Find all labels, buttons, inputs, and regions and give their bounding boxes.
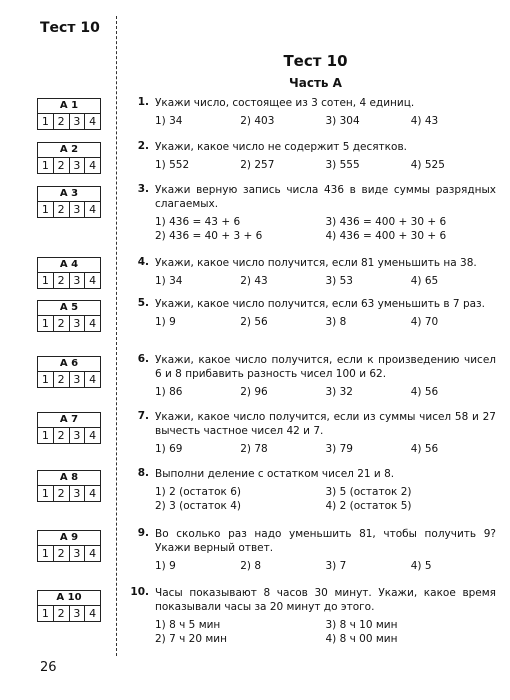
answer-cell[interactable]: 4 (89, 115, 97, 128)
answer-option: 3) 53 (325, 275, 353, 287)
answer-cell[interactable]: 4 (89, 274, 97, 287)
answer-option: 2) 7 ч 20 мин (155, 633, 227, 645)
answer-box-a1 (37, 98, 101, 130)
answer-cell[interactable]: 4 (89, 487, 97, 500)
question-number: 2. (137, 140, 149, 152)
answer-box-a10 (37, 590, 101, 622)
answer-option: 2) 8 (240, 560, 262, 572)
answer-option: 1) 9 (155, 316, 176, 328)
answer-option: 1) 2 (остаток 6) (155, 486, 241, 498)
answer-option: 1) 9 (155, 560, 176, 572)
question-number: 10. (130, 586, 149, 598)
question-text: Часы показывают 8 часов 30 минут. Укажи, какое время показывали часы за 20 минут до этого. (155, 587, 496, 613)
question-text: Укажи число, состоящее из 3 сотен, 4 единиц. (155, 97, 415, 109)
answer-option: 4) 70 (410, 316, 439, 328)
answer-cell[interactable]: 2 (54, 546, 70, 561)
answer-option: 4) 43 (410, 115, 439, 127)
question-4 (121, 256, 496, 288)
question-text: Укажи, какое число не содержит 5 десятков. (155, 141, 407, 153)
answer-cell[interactable]: 1 (38, 158, 54, 173)
answer-option: 4) 56 (410, 443, 439, 455)
test-part-title: Часть А (289, 76, 342, 90)
answer-option: 3) 304 (325, 115, 360, 127)
question-10 (121, 586, 496, 646)
answer-cell[interactable]: 1 (38, 428, 54, 443)
answer-cell[interactable]: 1 (38, 202, 54, 217)
answer-option: 3) 7 (325, 560, 347, 572)
question-number: 4. (137, 256, 149, 268)
answer-cell[interactable]: 4 (89, 607, 97, 620)
answer-box-a9 (37, 530, 101, 562)
question-3 (121, 183, 496, 243)
question-9 (121, 527, 496, 573)
answer-cell[interactable]: 4 (89, 547, 97, 560)
answer-cell[interactable]: 1 (38, 114, 54, 129)
answer-cell[interactable]: 2 (54, 273, 70, 288)
page-number: 26 (40, 660, 57, 675)
answer-cell[interactable]: 3 (70, 372, 86, 387)
answer-cell[interactable]: 4 (89, 317, 97, 330)
answer-cell[interactable]: 4 (89, 203, 97, 216)
answer-option: 1) 436 = 43 + 6 (155, 216, 241, 228)
answer-option: 2) 43 (240, 275, 268, 287)
question-6 (121, 353, 496, 399)
answer-box-label: А 1 (38, 99, 100, 114)
answer-cell[interactable]: 3 (70, 114, 86, 129)
answer-option: 4) 56 (410, 386, 439, 398)
question-text: Укажи, какое число получится, если 81 уменьшить на 38. (155, 257, 477, 269)
answer-option: 1) 86 (155, 386, 183, 398)
answer-option: 4) 8 ч 00 мин (325, 633, 398, 645)
answer-option: 2) 403 (240, 115, 275, 127)
answer-option: 1) 69 (155, 443, 183, 455)
answer-box-a3 (37, 186, 101, 218)
running-header: Тест 10 (40, 20, 100, 36)
answer-option: 2) 96 (240, 386, 268, 398)
answer-cell[interactable]: 3 (70, 428, 86, 443)
question-7 (121, 410, 496, 456)
answer-option: 1) 552 (155, 159, 190, 171)
answer-cell[interactable]: 3 (70, 202, 86, 217)
answer-cell[interactable]: 3 (70, 486, 86, 501)
answer-option: 4) 525 (410, 159, 445, 171)
answer-option: 4) 65 (410, 275, 439, 287)
answer-option: 4) 2 (остаток 5) (325, 500, 412, 512)
question-text: Укажи, какое число получится, если 63 уменьшить в 7 раз. (155, 298, 485, 310)
answer-option: 4) 436 = 400 + 30 + 6 (325, 230, 447, 242)
question-number: 5. (137, 297, 149, 309)
answer-cell[interactable]: 1 (38, 273, 54, 288)
answer-option: 3) 8 ч 10 мин (325, 619, 398, 631)
answer-option: 3) 436 = 400 + 30 + 6 (325, 216, 447, 228)
answer-cell[interactable]: 2 (54, 486, 70, 501)
answer-cell[interactable]: 1 (38, 372, 54, 387)
answer-box-a8 (37, 470, 101, 502)
answer-cell[interactable]: 4 (89, 429, 97, 442)
question-number: 3. (137, 183, 149, 195)
answer-box-a7 (37, 412, 101, 444)
question-text: Укажи, какое число получится, если из суммы чисел 58 и 27 вычесть частное чисел 42 и 7. (155, 411, 496, 437)
answer-cell[interactable]: 3 (70, 273, 86, 288)
question-text: Укажи, какое число получится, если к произведению чисел 6 и 8 прибавить разность чисел 100 и 62. (155, 354, 496, 380)
answer-box-label: А 4 (38, 258, 100, 273)
question-number: 1. (137, 96, 149, 108)
answer-cell[interactable]: 1 (38, 546, 54, 561)
answer-cell[interactable]: 3 (70, 158, 86, 173)
answer-cell[interactable]: 1 (38, 316, 54, 331)
answer-cell[interactable]: 2 (54, 202, 70, 217)
answer-option: 3) 79 (325, 443, 353, 455)
answer-option: 1) 34 (155, 275, 183, 287)
answer-option: 1) 8 ч 5 мин (155, 619, 221, 631)
answer-cell[interactable]: 2 (54, 428, 70, 443)
dashed-divider (116, 16, 117, 656)
answer-option: 3) 5 (остаток 2) (325, 486, 412, 498)
answer-box-a6 (37, 356, 101, 388)
answer-option: 1) 34 (155, 115, 183, 127)
test-title: Тест 10 (283, 52, 348, 70)
answer-box-label: А 8 (38, 471, 100, 486)
answer-cell[interactable]: 3 (70, 316, 86, 331)
answer-box-a2 (37, 142, 101, 174)
question-number: 7. (137, 410, 149, 422)
answer-option: 2) 78 (240, 443, 268, 455)
answer-option: 3) 32 (325, 386, 353, 398)
question-number: 6. (137, 353, 149, 365)
answer-box-label: А 2 (38, 143, 100, 158)
answer-box-label: А 9 (38, 531, 100, 546)
answer-cell[interactable]: 2 (54, 372, 70, 387)
answer-option: 3) 555 (325, 159, 360, 171)
answer-option: 4) 5 (410, 560, 432, 572)
question-number: 9. (137, 527, 149, 539)
answer-option: 2) 3 (остаток 4) (155, 500, 241, 512)
answer-option: 3) 8 (325, 316, 347, 328)
answer-box-a5 (37, 300, 101, 332)
answer-box-label: А 10 (38, 591, 100, 606)
answer-box-label: А 3 (38, 187, 100, 202)
question-5 (121, 297, 496, 329)
answer-cell[interactable]: 2 (54, 606, 70, 621)
answer-box-a4 (37, 257, 101, 289)
answer-cell[interactable]: 2 (54, 316, 70, 331)
answer-box-label: А 5 (38, 301, 100, 316)
answer-option: 2) 56 (240, 316, 268, 328)
answer-cell[interactable]: 1 (38, 486, 54, 501)
answer-cell[interactable]: 3 (70, 606, 86, 621)
question-number: 8. (137, 467, 149, 479)
question-text: Укажи верную запись числа 436 в виде суммы разрядных слагаемых. (155, 184, 496, 210)
answer-option: 2) 257 (240, 159, 275, 171)
answer-cell[interactable]: 4 (89, 159, 97, 172)
answer-box-label: А 6 (38, 357, 100, 372)
question-8 (121, 467, 496, 513)
question-text: Во сколько раз надо уменьшить 81, чтобы получить 9? Укажи верный ответ. (155, 528, 496, 554)
answer-cell[interactable]: 2 (54, 114, 70, 129)
question-1 (121, 96, 496, 128)
question-text: Выполни деление с остатком чисел 21 и 8. (155, 468, 395, 480)
answer-cell[interactable]: 2 (54, 158, 70, 173)
answer-option: 2) 436 = 40 + 3 + 6 (155, 230, 263, 242)
answer-box-label: А 7 (38, 413, 100, 428)
answer-cell[interactable]: 3 (70, 546, 86, 561)
answer-cell[interactable]: 1 (38, 606, 54, 621)
answer-cell[interactable]: 4 (89, 373, 97, 386)
question-2 (121, 140, 496, 172)
